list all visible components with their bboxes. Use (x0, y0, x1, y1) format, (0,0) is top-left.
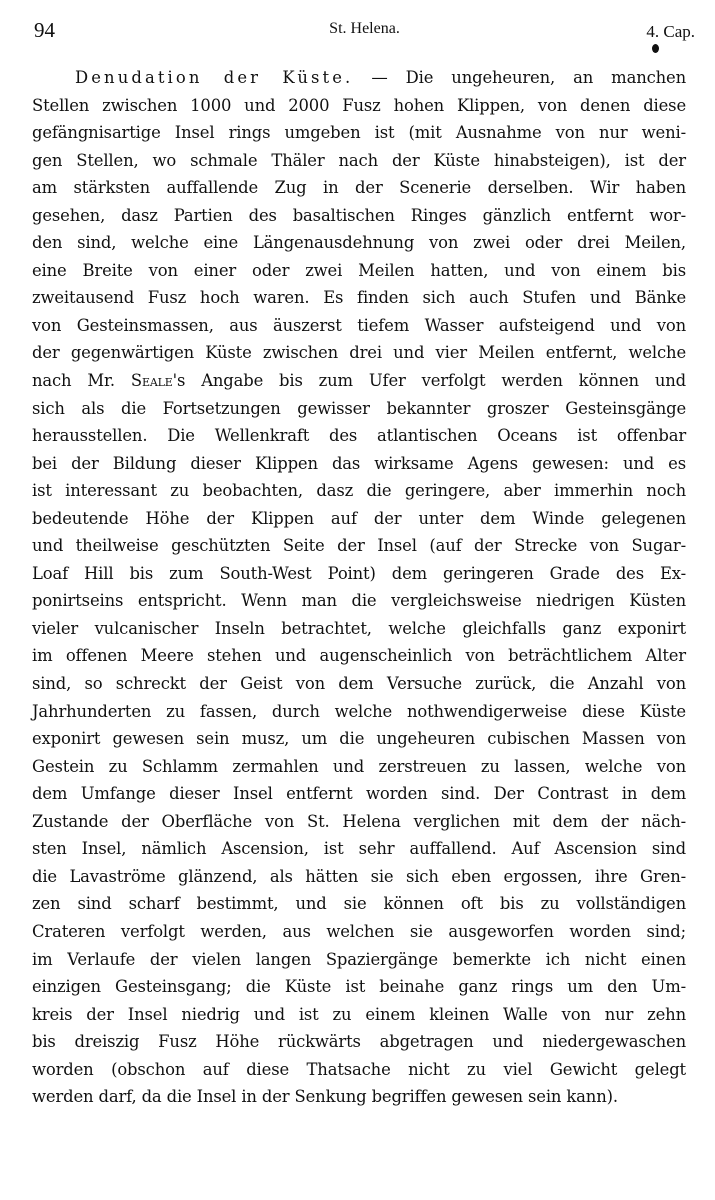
text-line: werden darf, da die Insel in der Senkung begriffen gewesen sein kann). (32, 1087, 618, 1107)
text-line: Zustande der Oberfläche von St. Helena verglichen mit dem der näch- (32, 811, 686, 831)
text-line: bis dreiszig Fusz Höhe rückwärts abgetragen und niedergewaschen (32, 1032, 686, 1052)
ink-speck (652, 44, 659, 53)
text-line: ist interessant zu beobachten, dasz die geringere, aber immerhin noch (32, 481, 686, 501)
chapter-label: 4. Cap. (646, 22, 695, 41)
text-line: worden (obschon auf diese Thatsache nicht zu viel Gewicht gelegt (32, 1059, 686, 1079)
text-line: den sind, welche eine Längenausdehnung von zwei oder drei Meilen, (32, 233, 686, 253)
text-line: bei der Bildung dieser Klippen das wirksame Agens gewesen: und es (32, 453, 686, 473)
text-line: Crateren verfolgt werden, aus welchen sie ausgeworfen worden sind; (32, 921, 686, 941)
text-line (32, 64, 686, 92)
text-line: zen sind scharf bestimmt, und sie können oft bis zu vollständigen (32, 894, 686, 914)
text-line: die Lavaströme glänzend, als hätten sie sich eben ergossen, ihre Gren- (32, 866, 686, 886)
page-number: 94 (34, 18, 55, 42)
text-fragment: 's Angabe bis zum Ufer verfolgt werden können und (172, 371, 687, 391)
text-line: exponirt gewesen sein musz, um die ungeheuren cubischen Massen von (32, 729, 686, 749)
text-line: Loaf Hill bis zum South-West Point) dem geringeren Grade des Ex- (32, 563, 686, 583)
text-line: gesehen, dasz Partien des basaltischen Ringes gänzlich entfernt wor- (32, 205, 686, 225)
text-line: im Verlaufe der vielen langen Spaziergänge bemerkte ich nicht einen (32, 949, 686, 969)
running-title: St. Helena. (329, 20, 400, 37)
text-line: Stellen zwischen 1000 und 2000 Fusz hohen Klippen, von denen diese (32, 95, 686, 115)
text-line: sich als die Fortsetzungen gewisser bekannter groszer Gesteinsgänge (32, 398, 686, 418)
text-line: gen Stellen, wo schmale Thäler nach der Küste hinabsteigen), ist der (32, 150, 686, 170)
text-line: der gegenwärtigen Küste zwischen drei und vier Meilen entfernt, welche (32, 343, 686, 363)
text-line: und theilweise geschützten Seite der Insel (auf der Strecke von Sugar- (32, 536, 686, 556)
text-line: von Gesteinsmassen, aus äuszerst tiefem Wasser aufsteigend und von (32, 315, 686, 335)
page-header (34, 18, 695, 48)
section-heading: Denudation der Küste. (75, 68, 354, 87)
text-line: eine Breite von einer oder zwei Meilen hatten, und von einem bis (32, 260, 686, 280)
text-line: Jahrhunderten zu fassen, durch welche nothwendigerweise diese Küste (32, 701, 686, 721)
text-line: gefängnisartige Insel rings umgeben ist (mit Ausnahme von nur weni- (32, 123, 686, 143)
text-line: Gestein zu Schlamm zermahlen und zerstreuen zu lassen, welche von (32, 756, 686, 776)
text-line: sind, so schreckt der Geist von dem Versuche zurück, die Anzahl von (32, 674, 686, 694)
text-line (32, 367, 686, 395)
text-fragment: — Die ungeheuren, an manchen (353, 68, 686, 87)
author-name: Seale (130, 371, 173, 391)
text-line: am stärksten auffallende Zug in der Scenerie derselben. Wir haben (32, 178, 686, 198)
body-text (32, 64, 686, 1111)
text-line: herausstellen. Die Wellenkraft des atlantischen Oceans ist offenbar (32, 426, 686, 446)
text-line: im offenen Meere stehen und augenscheinlich von beträchtlichem Alter (32, 646, 686, 666)
text-line: kreis der Insel niedrig und ist zu einem kleinen Walle von nur zehn (32, 1004, 686, 1024)
text-line: zweitausend Fusz hoch waren. Es finden sich auch Stufen und Bänke (32, 288, 686, 308)
text-fragment: nach Mr. (32, 371, 131, 391)
text-line: dem Umfange dieser Insel entfernt worden sind. Der Contrast in dem (32, 784, 686, 804)
text-line: bedeutende Höhe der Klippen auf der unter dem Winde gelegenen (32, 508, 686, 528)
text-line: einzigen Gesteinsgang; die Küste ist beinahe ganz rings um den Um- (32, 977, 686, 997)
text-line: vieler vulcanischer Inseln betrachtet, welche gleichfalls ganz exponirt (32, 618, 686, 638)
text-line: sten Insel, nämlich Ascension, ist sehr auffallend. Auf Ascension sind (32, 839, 686, 859)
text-line: ponirtseins entspricht. Wenn man die vergleichsweise niedrigen Küsten (32, 591, 686, 611)
